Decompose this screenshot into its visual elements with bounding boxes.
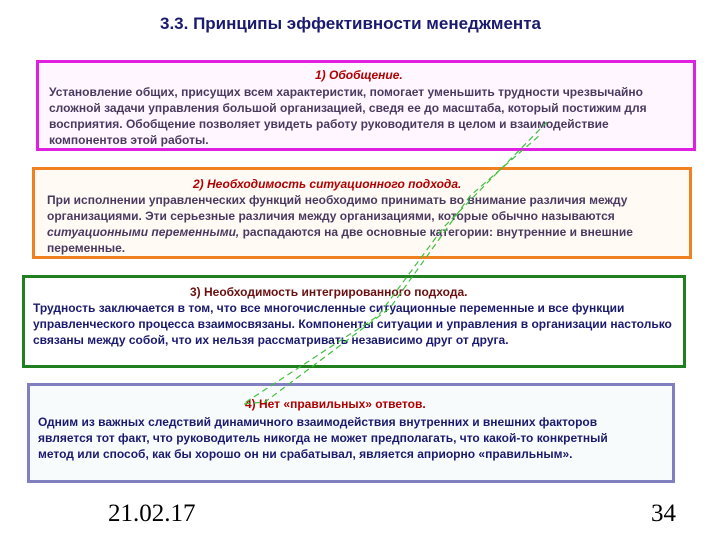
principle-text — [47, 192, 687, 256]
principle-text-italic: ситуационными переменными, — [47, 225, 240, 239]
slide-title: 3.3. Принципы эффективности менеджмента — [160, 14, 541, 33]
principle-box-integrated-approach — [22, 275, 686, 368]
principle-heading: 2) Необходимость ситуационного подхода. — [193, 177, 462, 191]
page-number: 34 — [651, 500, 676, 527]
footer-date: 21.02.17 — [108, 500, 196, 527]
principle-text: Установление общих, присущих всем характеристик, помогает уменьшить трудности чрезвычайно сложной задачи управления большой организацией, сведя ее до масштаба, который постижим для восприятия. Обобщение позволяет увидеть работу руководителя в целом и взаимодействие компонентов этой работы. — [49, 85, 647, 147]
principle-box-generalization — [36, 60, 696, 151]
principle-text-part: При исполнении управленческих функций необходимо принимать во внимание различия между организациями. Эти серьезные различия между организациями, которые обычно называются — [47, 193, 628, 223]
principle-text-part: распадаются на две основные категории: внутренние и внешние переменные. — [47, 225, 633, 255]
principle-heading: 3) Необходимость интегрированного подхода. — [190, 285, 468, 299]
principle-box-situational-approach — [32, 167, 692, 259]
principle-text: Одним из важных следствий динамичного взаимодействия внутренних и внешних факторов является тот факт, что руководитель никогда не может предполагать, что какой-то конкретный метод или способ, как бы хорошо он ни срабатывал, является априорно «правильным». — [38, 415, 608, 461]
principle-text: Трудность заключается в том, что все многочисленные ситуационные переменные и все функции управленческого процесса взаимосвязаны. Компоненты ситуации и управления в организации настолько связаны между собой, что их нельзя рассматривать независимо друг от друга. — [33, 301, 672, 347]
principle-heading: 1) Обобщение. — [315, 68, 403, 82]
principle-box-no-right-answers — [27, 383, 675, 483]
principle-heading: 4) Нет «правильных» ответов. — [245, 397, 426, 411]
